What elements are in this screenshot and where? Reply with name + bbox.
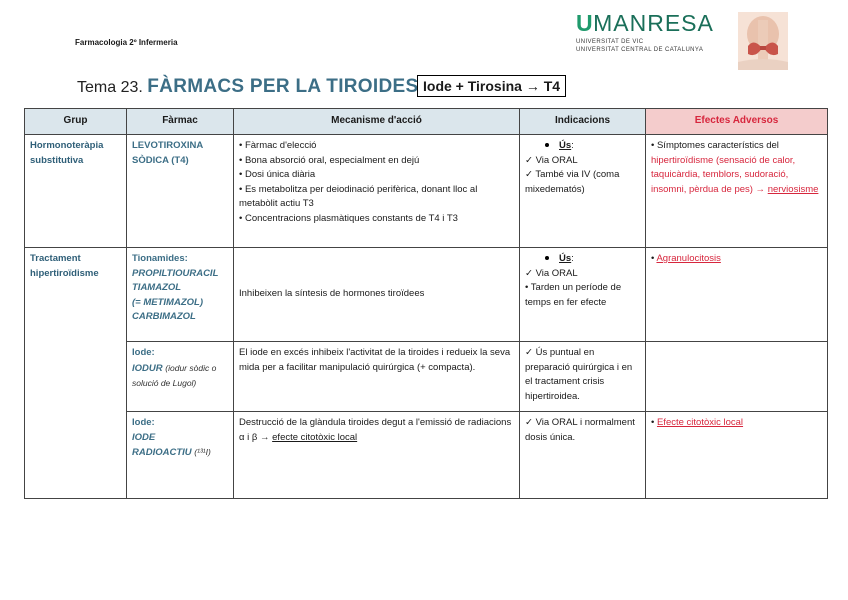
indications-cell: ✓ Via ORAL i normalment dosis única. xyxy=(520,412,646,499)
drug-cell: Iode: IODE RADIOACTIU (¹³¹I) xyxy=(127,412,234,499)
drug-cell: LEVOTIROXINA SÒDICA (T4) xyxy=(127,135,234,248)
table-header-row xyxy=(25,109,828,135)
logo-subtitle: UNIVERSITAT DE VIC UNIVERSITAT CENTRAL DE CATALUNYA xyxy=(576,39,704,53)
thyroid-illustration-icon xyxy=(738,12,788,70)
indications-cell: ✓ Ús puntual en preparació quirúrgica i en el tractament crisis hipertiroidea. xyxy=(520,342,646,412)
drug-cell: Tionamides: PROPILTIOURACIL TIAMAZOL (= METIMAZOL) CARBIMAZOL xyxy=(127,248,234,342)
drug-cell: Iode: IODUR (iodur sòdic o solució de Lugol) xyxy=(127,342,234,412)
bullet-icon xyxy=(545,143,549,147)
header-farmac: Fàrmac xyxy=(127,109,234,135)
adverse-effects-cell xyxy=(646,342,828,412)
header-mecanisme: Mecanisme d'acció xyxy=(234,109,520,135)
formula-box: Iode + Tirosina → T4 xyxy=(417,75,566,97)
mechanism-cell: Inhibeixen la síntesis de hormones tiroïdees xyxy=(234,248,520,342)
table-row xyxy=(25,342,828,412)
mechanism-cell: Destrucció de la glàndula tiroides degut a l'emissió de radiacions α i β → efecte citotòxic local xyxy=(234,412,520,499)
group-cell: Hormonoteràpia substitutiva xyxy=(25,135,127,248)
bullet-icon xyxy=(545,256,549,260)
adverse-effects-cell: • Símptomes característics del hipertiroïdisme (sensació de calor, taquicàrdia, temblors, sudoració, insomni, pèrdua de pes) → nerviosisme xyxy=(646,135,828,248)
header-indicacions: Indicacions xyxy=(520,109,646,135)
table-row xyxy=(25,412,828,499)
indications-cell: Ús: ✓ Via ORAL ✓ També via IV (coma mixedematós) xyxy=(520,135,646,248)
umanresa-logo xyxy=(576,8,736,64)
mechanism-cell: El iode en excés inhibeix l'activitat de la tiroides i redueix la seva mida per a facilitar manipulació quirúrgica (+ compacta). xyxy=(234,342,520,412)
page-title: Tema 23. FÀRMACS PER LA TIROIDES xyxy=(77,76,419,97)
table-row xyxy=(25,135,828,248)
nerviosisme-link: nerviosisme xyxy=(767,183,819,195)
adverse-effects-cell: • Agranulocitosis xyxy=(646,248,828,342)
course-header: Farmacologia 2º Infermeria xyxy=(75,38,178,47)
header-grup: Grup xyxy=(25,109,127,135)
mechanism-cell: • Fàrmac d'elecció • Bona absorció oral, especialment en dejú • Dosi única diària • Es metabolitza per deiodinació perifèrica, donant lloc al metabòlit actiu T3 • Concentracions plasmàtiques constants de T4 i T3 xyxy=(234,135,520,248)
drug-table xyxy=(24,108,828,499)
table-row xyxy=(25,248,828,342)
group-cell: Tractament hipertiroïdisme xyxy=(25,248,127,499)
adverse-effects-cell: • Efecte citotòxic local xyxy=(646,412,828,499)
logo-wordmark: UMANRESA xyxy=(576,10,714,36)
header-efectes-adversos: Efectes Adversos xyxy=(646,109,828,135)
indications-cell: Ús: ✓ Via ORAL • Tarden un període de temps en fer efecte xyxy=(520,248,646,342)
